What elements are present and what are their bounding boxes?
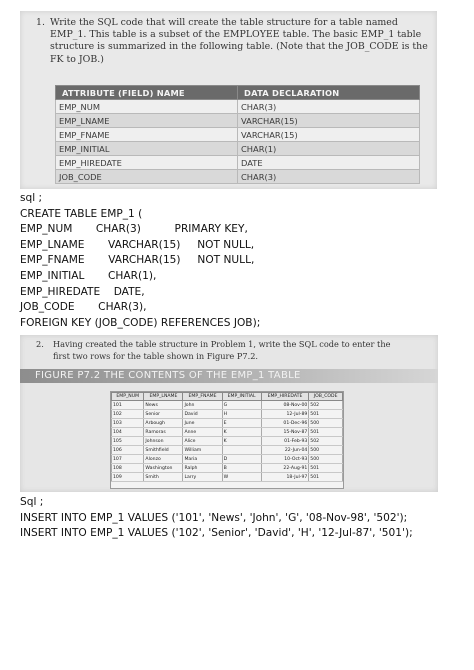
figure-title: FIGURE P7.2 THE CONTENTS OF THE EMP_1 TABLE	[35, 370, 301, 381]
cell: 08-Nov-00	[261, 401, 309, 410]
cell: Ramoras	[144, 428, 183, 437]
cell: 101	[112, 401, 144, 410]
cell: 105	[112, 437, 144, 446]
cell: June	[183, 419, 222, 428]
sql-line: CREATE TABLE EMP_1 (	[20, 207, 143, 220]
table-row	[56, 114, 420, 128]
table-row	[112, 419, 343, 428]
declaration-cell: VARCHAR(15)	[238, 114, 420, 128]
header-attribute-name: ATTRIBUTE (FIELD) NAME	[56, 86, 238, 100]
emp-table-header	[112, 393, 343, 401]
header-emp-num: EMP_NUM	[112, 393, 144, 401]
attribute-cell: EMP_HIREDATE	[56, 156, 238, 170]
problem-1-number: 1.	[36, 17, 45, 28]
header-emp-lname: EMP_LNAME	[144, 393, 183, 401]
problem-2-text: Having created the table structure in Problem 1, write the SQL code to enter the first two rows for the table shown in Figure P7.2.	[53, 339, 391, 361]
answer-1	[20, 191, 460, 331]
cell: 107	[112, 455, 144, 464]
cell: 502	[309, 437, 343, 446]
attribute-table	[55, 85, 420, 184]
cell: 12-Jul-89	[261, 410, 309, 419]
cell: 108	[112, 464, 144, 473]
problem-2-question	[36, 339, 398, 362]
cell: News	[144, 401, 183, 410]
table-row	[56, 156, 420, 170]
cell: 102	[112, 410, 144, 419]
emp-table	[111, 392, 343, 482]
cell: 501	[309, 410, 343, 419]
cell: Smith	[144, 473, 183, 482]
table-row	[56, 142, 420, 156]
table-row	[112, 401, 343, 410]
header-data-declaration: DATA DECLARATION	[238, 86, 420, 100]
emp-table-figure	[110, 391, 344, 489]
header-emp-fname: EMP_FNAME	[183, 393, 222, 401]
sql-line: FOREIGN KEY (JOB_CODE) REFERENCES JOB);	[20, 316, 261, 329]
cell: Arbough	[144, 419, 183, 428]
answer-2	[20, 495, 460, 542]
header-job-code: JOB_CODE	[309, 393, 343, 401]
problem-2-number: 2.	[36, 339, 44, 349]
cell: Senior	[144, 410, 183, 419]
header-emp-hiredate: EMP_HIREDATE	[261, 393, 309, 401]
attribute-cell: EMP_LNAME	[56, 114, 238, 128]
problem-2-scan	[20, 335, 438, 492]
problem-1-text: Write the SQL code that will create the table structure for a table named EMP_1. This table is a subset of the EMPLOYEE table. The basic EMP_1 table structure is summarized in the following table. (Note that the JOB_CODE is the FK to JOB.)	[50, 17, 428, 65]
sql-line: EMP_INITIAL CHAR(1),	[20, 269, 157, 282]
table-row	[112, 464, 343, 473]
cell: 501	[309, 464, 343, 473]
cell: Maria	[183, 455, 222, 464]
figure-title-bar	[20, 369, 438, 383]
table-row	[112, 428, 343, 437]
cell: David	[183, 410, 222, 419]
table-row	[112, 473, 343, 482]
table-row	[56, 170, 420, 184]
header-emp-initial: EMP_INITIAL	[222, 393, 261, 401]
table-row	[56, 128, 420, 142]
problem-1-question	[36, 17, 430, 66]
cell: Johnson	[144, 437, 183, 446]
declaration-cell: CHAR(3)	[238, 170, 420, 184]
cell: William	[183, 446, 222, 455]
cell: 109	[112, 473, 144, 482]
declaration-cell: CHAR(3)	[238, 100, 420, 114]
cell: 01-Dec-96	[261, 419, 309, 428]
sql-line: EMP_FNAME VARCHAR(15) NOT NULL,	[20, 254, 255, 267]
cell: Washington	[144, 464, 183, 473]
cell: Alice	[183, 437, 222, 446]
cell: K	[222, 437, 261, 446]
declaration-cell: CHAR(1)	[238, 142, 420, 156]
sql-line: EMP_LNAME VARCHAR(15) NOT NULL,	[20, 238, 255, 251]
sql-line: INSERT INTO EMP_1 VALUES ('101', 'News', 'John', 'G', '08-Nov-98', '502');	[20, 511, 408, 524]
cell: 103	[112, 419, 144, 428]
attribute-cell: JOB_CODE	[56, 170, 238, 184]
attribute-cell: EMP_NUM	[56, 100, 238, 114]
problem-1-scan	[20, 11, 437, 189]
cell: John	[183, 401, 222, 410]
cell: 502	[309, 401, 343, 410]
table-row	[56, 100, 420, 114]
declaration-cell: DATE	[238, 156, 420, 170]
cell: W	[222, 473, 261, 482]
cell: Ralph	[183, 464, 222, 473]
attribute-cell: EMP_FNAME	[56, 128, 238, 142]
cell: K	[222, 428, 261, 437]
cell: G	[222, 401, 261, 410]
declaration-cell: VARCHAR(15)	[238, 128, 420, 142]
cell: Alonzo	[144, 455, 183, 464]
answer-1-label: sql ;	[20, 192, 43, 204]
cell: 15-Nov-87	[261, 428, 309, 437]
attribute-cell: EMP_INITIAL	[56, 142, 238, 156]
cell: 01-Feb-93	[261, 437, 309, 446]
table-row	[112, 455, 343, 464]
cell: 500	[309, 446, 343, 455]
cell: 501	[309, 428, 343, 437]
attribute-table-header	[56, 86, 420, 100]
cell: 104	[112, 428, 144, 437]
cell: 106	[112, 446, 144, 455]
table-row	[112, 437, 343, 446]
sql-line: INSERT INTO EMP_1 VALUES ('102', 'Senior', 'David', 'H', '12-Jul-87', '501');	[20, 527, 413, 540]
sql-line: EMP_HIREDATE DATE,	[20, 285, 145, 298]
cell: 501	[309, 473, 343, 482]
table-row	[112, 446, 343, 455]
cell: 500	[309, 455, 343, 464]
answer-2-label: Sql ;	[20, 496, 44, 508]
cell: 22-Jun-04	[261, 446, 309, 455]
sql-line: JOB_CODE CHAR(3),	[20, 301, 147, 314]
cell: E	[222, 419, 261, 428]
cell	[222, 446, 261, 455]
cell: 10-Oct-93	[261, 455, 309, 464]
cell: 500	[309, 419, 343, 428]
cell: H	[222, 410, 261, 419]
cell: 18-Jul-97	[261, 473, 309, 482]
cell: 22-Aug-91	[261, 464, 309, 473]
cell: Anne	[183, 428, 222, 437]
table-row	[112, 410, 343, 419]
cell: D	[222, 455, 261, 464]
sql-line: EMP_NUM CHAR(3) PRIMARY KEY,	[20, 223, 248, 236]
cell: B	[222, 464, 261, 473]
cell: Smithfield	[144, 446, 183, 455]
cell: Larry	[183, 473, 222, 482]
